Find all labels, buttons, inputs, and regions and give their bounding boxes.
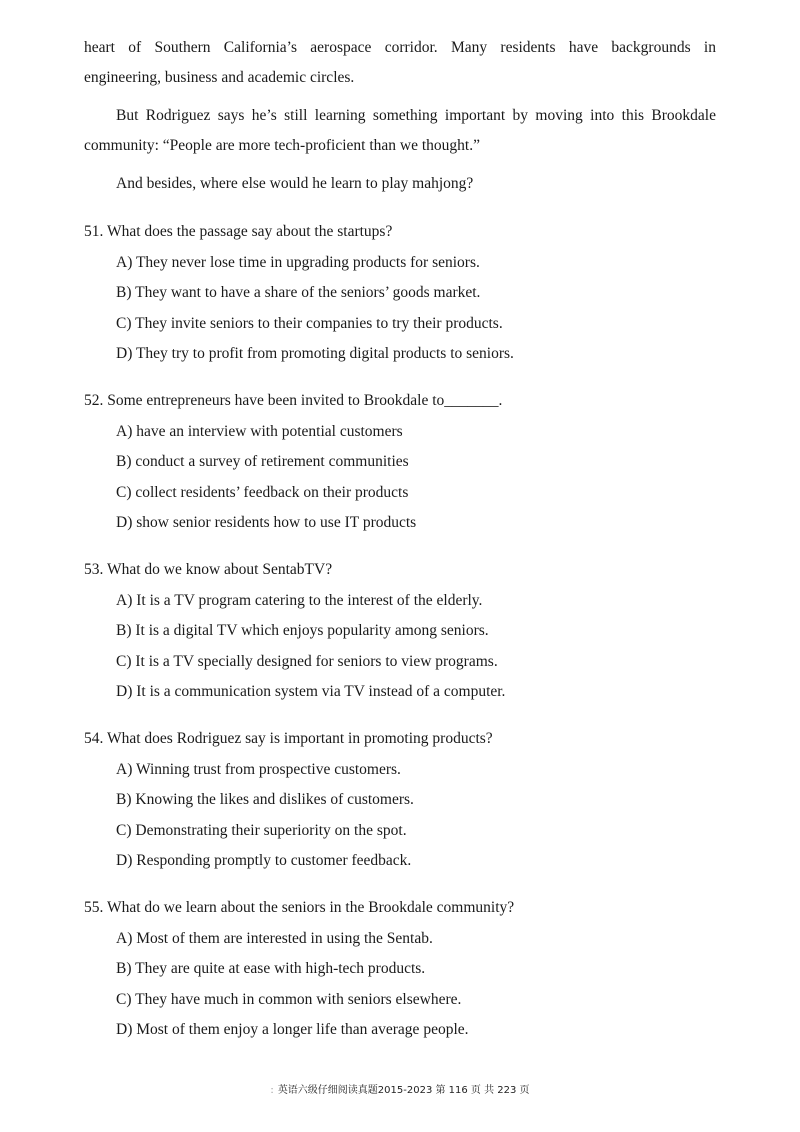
passage-line: heart of Southern California’s aerospace corridor. Many residents have backgrounds in — [84, 39, 716, 56]
answer-option: C) They invite seniors to their companies to try their products. — [116, 315, 503, 332]
answer-option: A) Winning trust from prospective customers. — [116, 761, 401, 778]
footer-page-info: 英语六级仔细阅读真题2015-2023 第 116 页 共 223 页 — [277, 1085, 530, 1096]
answer-option: B) Knowing the likes and dislikes of customers. — [116, 791, 414, 808]
answer-option: C) They have much in common with seniors elsewhere. — [116, 991, 462, 1008]
answer-option: D) Most of them enjoy a longer life than average people. — [116, 1021, 469, 1038]
page-footer — [0, 1081, 800, 1096]
answer-option: B) They are quite at ease with high-tech products. — [116, 960, 426, 977]
answer-option: B) It is a digital TV which enjoys popularity among seniors. — [116, 622, 489, 639]
answer-option: D) Responding promptly to customer feedback. — [116, 852, 412, 869]
passage-line: community: “People are more tech-proficient than we thought.” — [84, 137, 480, 154]
answer-option: B) conduct a survey of retirement communities — [116, 453, 409, 470]
question-stem: 53. What do we know about SentabTV? — [84, 561, 333, 578]
passage-line: engineering, business and academic circles. — [84, 69, 355, 86]
answer-option: C) collect residents’ feedback on their products — [116, 484, 409, 501]
passage-line: And besides, where else would he learn to play mahjong? — [116, 175, 474, 192]
footer-mark: : — [270, 1085, 274, 1096]
question-stem: 52. Some entrepreneurs have been invited to Brookdale to_______. — [84, 392, 503, 409]
answer-option: D) show senior residents how to use IT products — [116, 514, 417, 531]
passage-line: But Rodriguez says he’s still learning something important by moving into this Brookdale — [116, 107, 716, 124]
answer-option: C) It is a TV specially designed for seniors to view programs. — [116, 653, 498, 670]
answer-option: A) They never lose time in upgrading products for seniors. — [116, 254, 480, 271]
question-stem: 51. What does the passage say about the startups? — [84, 223, 393, 240]
answer-option: D) They try to profit from promoting digital products to seniors. — [116, 345, 514, 362]
answer-option: B) They want to have a share of the seniors’ goods market. — [116, 284, 481, 301]
answer-option: A) It is a TV program catering to the interest of the elderly. — [116, 592, 483, 609]
question-stem: 55. What do we learn about the seniors in the Brookdale community? — [84, 899, 515, 916]
answer-option: C) Demonstrating their superiority on the spot. — [116, 822, 407, 839]
answer-option: A) Most of them are interested in using the Sentab. — [116, 930, 433, 947]
answer-option: D) It is a communication system via TV instead of a computer. — [116, 683, 506, 700]
question-stem: 54. What does Rodriguez say is important in promoting products? — [84, 730, 493, 747]
answer-option: A) have an interview with potential customers — [116, 423, 403, 440]
